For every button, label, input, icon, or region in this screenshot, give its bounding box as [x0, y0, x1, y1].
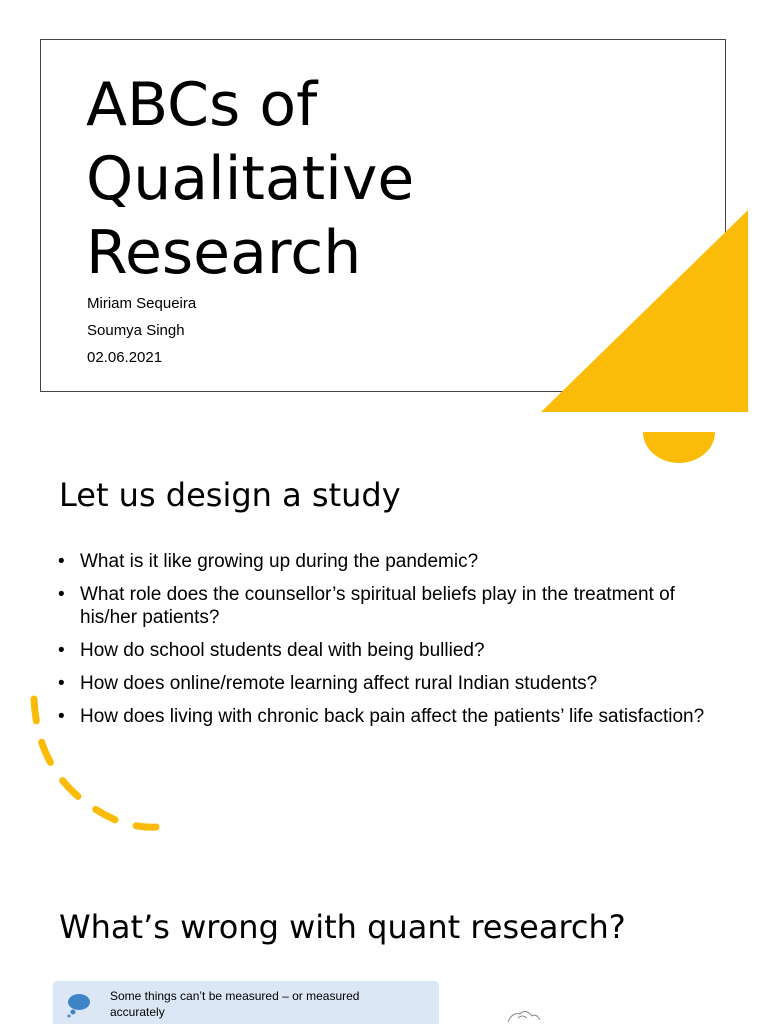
author-name: Miriam Sequeira [87, 295, 197, 312]
sketch-illustration [500, 1004, 550, 1024]
accent-semicircle [643, 432, 715, 463]
callout-text: Some things can’t be measured – or measured accurately [110, 989, 360, 1019]
list-item: • How do school students deal with being bullied? [58, 640, 485, 661]
title-line: Research [86, 218, 362, 288]
slide-title [86, 68, 546, 290]
title-line: ABCs of [86, 70, 318, 140]
list-item-text: How do school students deal with being bullied? [80, 640, 485, 661]
presentation-date: 02.06.2021 [87, 349, 163, 366]
slide-heading: What’s wrong with quant research? [59, 908, 626, 946]
author-name: Soumya Singh [87, 322, 185, 339]
list-item-text: What role does the counsellor’s spiritual beliefs play in the treatment of his/her patients? [80, 584, 675, 628]
list-item-text: What is it like growing up during the pandemic? [80, 551, 479, 572]
list-item: • How does online/remote learning affect rural Indian students? [58, 673, 598, 694]
subtitle-block [87, 290, 196, 371]
title-line: Qualitative [86, 144, 415, 214]
list-item: • How does living with chronic back pain affect the patients’ life satisfaction? [58, 706, 705, 727]
design-study-slide [0, 432, 768, 864]
accent-triangle [541, 210, 748, 412]
quant-research-slide [0, 864, 768, 1024]
callout-box [53, 981, 439, 1024]
slide-heading: Let us design a study [59, 476, 401, 514]
list-item: • What role does the counsellor’s spiritual beliefs play in the treatment of his/her patients? [58, 584, 675, 628]
thought-cloud-icon [65, 991, 93, 1019]
list-item-text: How does living with chronic back pain affect the patients’ life satisfaction? [80, 706, 705, 727]
question-list [58, 550, 718, 738]
title-slide [0, 0, 768, 432]
list-item: • What is it like growing up during the pandemic? [58, 551, 479, 572]
list-item-text: How does online/remote learning affect rural Indian students? [80, 673, 598, 694]
